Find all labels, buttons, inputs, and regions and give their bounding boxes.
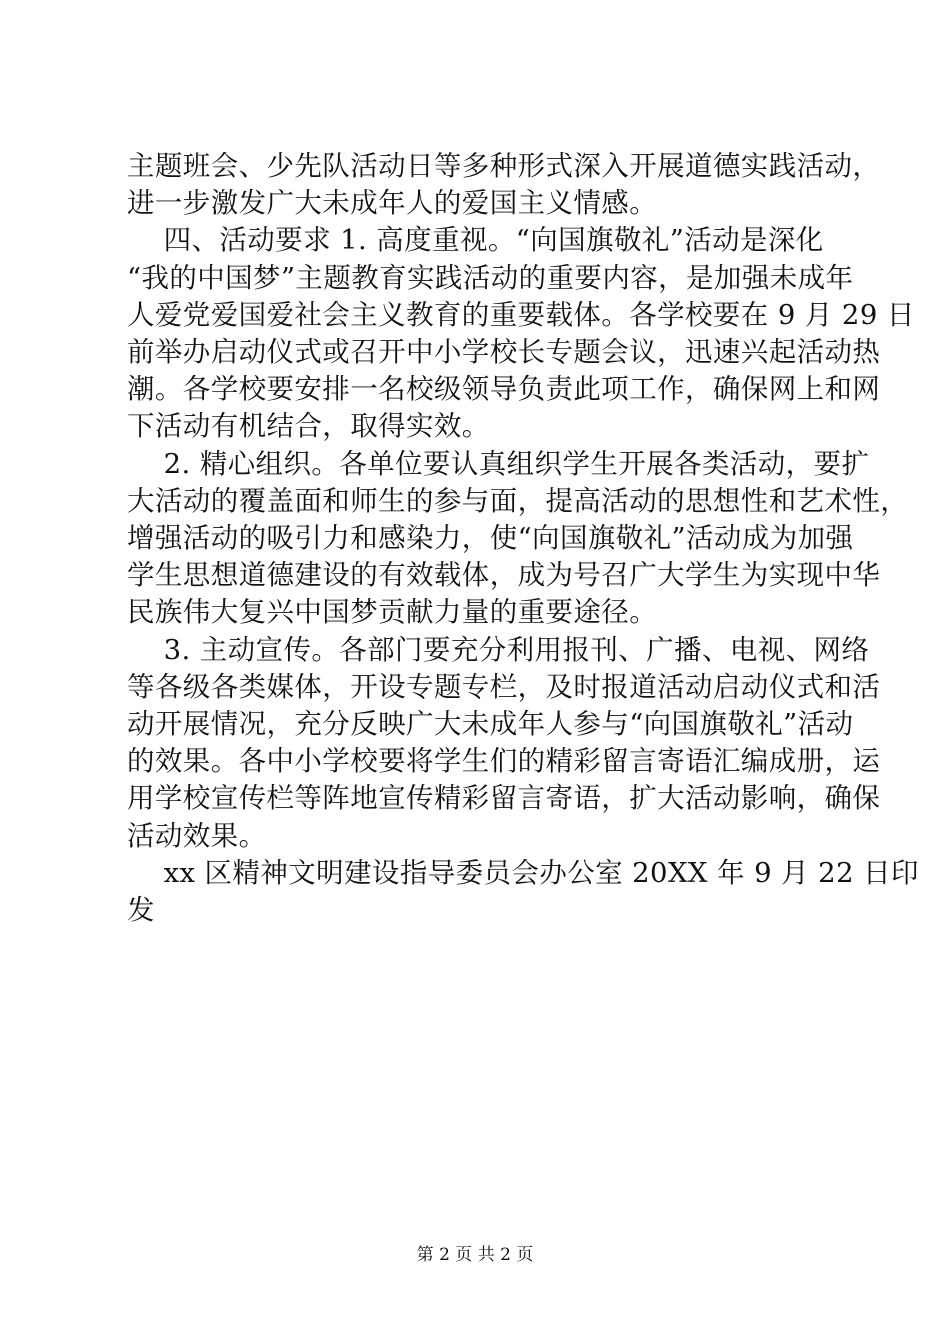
signature-line: 发 — [127, 894, 155, 927]
paragraph-line: 四、活动要求 1. 高度重视。“向国旗敬礼”活动是深化 — [127, 224, 824, 257]
paragraph-line: 主题班会、少先队活动日等多种形式深入开展道德实践活动， — [127, 150, 881, 182]
paragraph-line: 用学校宣传栏等阵地宣传精彩留言寄语，扩大活动影响，确保 — [127, 782, 881, 815]
paragraph-line: 下活动有机结合，取得实效。 — [127, 410, 490, 443]
signature-line: xx 区精神文明建设指导委员会办公室 20XX 年 9 月 22 日印 — [127, 856, 919, 889]
paragraph-line: 2. 精心组织。各单位要认真组织学生开展各类活动，要扩 — [127, 447, 870, 480]
document-body — [127, 148, 919, 929]
paragraph-line: 大活动的覆盖面和师生的参与面，提高活动的思想性和艺术性， — [127, 484, 909, 517]
paragraph-line: 活动效果。 — [127, 819, 267, 852]
paragraph-line: 潮。各学校要安排一名校级领导负责此项工作，确保网上和网 — [127, 373, 881, 406]
paragraph-line: 3. 主动宣传。各部门要充分利用报刊、广播、电视、网络 — [127, 633, 870, 666]
page-number-footer: 第 2 页 共 2 页 — [416, 1245, 534, 1265]
paragraph-line: 民族伟大复兴中国梦贡献力量的重要途径。 — [127, 596, 658, 629]
paragraph-line: 前举办启动仪式或召开中小学校长专题会议，迅速兴起活动热 — [127, 336, 881, 369]
paragraph-line: 学生思想道德建设的有效载体，成为号召广大学生为实现中华 — [127, 559, 881, 592]
paragraph-line: 动开展情况，充分反映广大未成年人参与“向国旗敬礼”活动 — [127, 708, 854, 741]
paragraph-line: 等各级各类媒体，开设专题专栏，及时报道活动启动仪式和活 — [127, 670, 881, 703]
paragraph-line: 进一步激发广大未成年人的爱国主义情感。 — [127, 187, 658, 220]
paragraph-line: “我的中国梦”主题教育实践活动的重要内容，是加强未成年 — [127, 261, 854, 294]
paragraph-line: 的效果。各中小学校要将学生们的精彩留言寄语汇编成册，运 — [127, 745, 881, 778]
paragraph-line: 增强活动的吸引力和感染力，使“向国旗敬礼”活动成为加强 — [127, 522, 854, 555]
paragraph-line: 人爱党爱国爱社会主义教育的重要载体。各学校要在 9 月 29 日 — [127, 298, 915, 331]
